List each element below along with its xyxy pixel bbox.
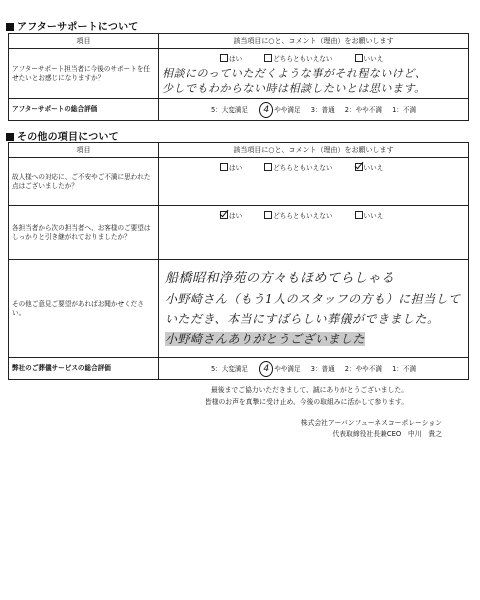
question-dissatisfaction: 故人様への対応に、ご不安やご不満に思われた点はございましたか？ bbox=[9, 158, 159, 206]
header-answer: 該当項目に○と、コメント（理由）をお願いします bbox=[159, 143, 469, 158]
closing-line-1: 最後までご協力いただきまして、誠にありがとうございました。 bbox=[211, 386, 408, 394]
options-row: はい どちらともいえない いいえ bbox=[162, 53, 465, 63]
options-row: はい どちらともいえない いいえ bbox=[162, 210, 465, 220]
answer-dissatisfaction bbox=[159, 158, 469, 206]
closing-message bbox=[205, 384, 408, 408]
closing-line-2: 皆様のお声を真摯に受け止め、今後の取組みに活かして参ります。 bbox=[204, 398, 408, 406]
other-items-table bbox=[8, 142, 469, 380]
checkbox-neutral[interactable] bbox=[264, 54, 272, 62]
rating-1[interactable]: 1：不満 bbox=[392, 105, 417, 114]
options-row: はい どちらともいえない いいえ bbox=[162, 162, 465, 172]
rating-2[interactable]: 2：やや不満 bbox=[344, 364, 382, 373]
rating-4-circled[interactable]: 4 bbox=[259, 361, 273, 377]
handwritten-comment-1: 相談にのっていただくような事がそれ程ないけど、 bbox=[162, 66, 427, 80]
section2-title: その他の項目について bbox=[6, 128, 119, 143]
ceo-name: 代表取締役社長兼CEO 中川 貴之 bbox=[332, 430, 442, 438]
question-support-delegate: アフターサポート担当者に今後のサポートを任せたいとお感じになりますか？ bbox=[9, 49, 159, 99]
checkbox-no[interactable] bbox=[355, 54, 363, 62]
header-item: 項目 bbox=[9, 143, 159, 158]
rating-1[interactable]: 1：不満 bbox=[392, 364, 417, 373]
rating-3[interactable]: 3：普通 bbox=[310, 105, 335, 114]
checkbox-no[interactable] bbox=[355, 211, 363, 219]
handwritten-line-1: 船橋昭和浄苑の方々もほめてらしゃる bbox=[165, 270, 395, 286]
checkbox-yes[interactable] bbox=[220, 163, 228, 171]
square-bullet-icon bbox=[6, 133, 14, 141]
checkbox-yes[interactable] bbox=[220, 54, 228, 62]
signature-block bbox=[301, 418, 442, 440]
handwritten-line-3: いただき、本当にすばらしい葬儀ができました。 bbox=[165, 311, 440, 326]
rating-4-circled[interactable]: 4 bbox=[259, 102, 273, 118]
answer-handover bbox=[159, 206, 469, 260]
rating-2[interactable]: 2：やや不満 bbox=[344, 105, 382, 114]
after-support-table bbox=[8, 33, 469, 121]
handwritten-line-4-highlighted: 小野崎さんありがとうございました bbox=[165, 331, 366, 346]
checkbox-no-checked[interactable] bbox=[355, 163, 363, 171]
square-bullet-icon bbox=[6, 23, 14, 31]
question-funeral-rating: 弊社のご葬儀サービスの総合評価 bbox=[9, 358, 159, 380]
answer-other-comments bbox=[159, 260, 469, 358]
header-item: 項目 bbox=[9, 34, 159, 49]
rating-3[interactable]: 3：普通 bbox=[310, 364, 335, 373]
funeral-rating-scale bbox=[159, 358, 469, 380]
support-rating-scale bbox=[159, 99, 469, 121]
handwritten-comment-2: 少しでもわからない時は相談したいとは思います。 bbox=[162, 81, 426, 95]
question-support-rating: アフターサポートの総合評価 bbox=[9, 99, 159, 121]
handwritten-line-2: 小野崎さん（もう1人のスタッフの方も）に担当して bbox=[165, 291, 461, 306]
company-name: 株式会社アーバンフューネスコーポレーション bbox=[300, 419, 442, 427]
rating-5[interactable]: 5：大変満足 bbox=[210, 105, 249, 114]
checkbox-neutral[interactable] bbox=[264, 211, 272, 219]
answer-support-delegate bbox=[159, 49, 469, 99]
rating-4-label: やや満足 bbox=[274, 105, 301, 114]
question-handover: 各担当者から次の担当者へ、お客様のご要望はしっかりと引き継がれておりましたか？ bbox=[9, 206, 159, 260]
header-answer: 該当項目に○と、コメント（理由）をお願いします bbox=[159, 34, 469, 49]
question-other-comments: その他ご意見ご要望があればお聞かせください。 bbox=[9, 260, 159, 358]
rating-5[interactable]: 5：大変満足 bbox=[210, 364, 249, 373]
section1-title: アフターサポートについて bbox=[6, 18, 139, 33]
rating-4-label: やや満足 bbox=[274, 364, 301, 373]
checkbox-neutral[interactable] bbox=[264, 163, 272, 171]
checkbox-yes-checked[interactable] bbox=[220, 211, 228, 219]
